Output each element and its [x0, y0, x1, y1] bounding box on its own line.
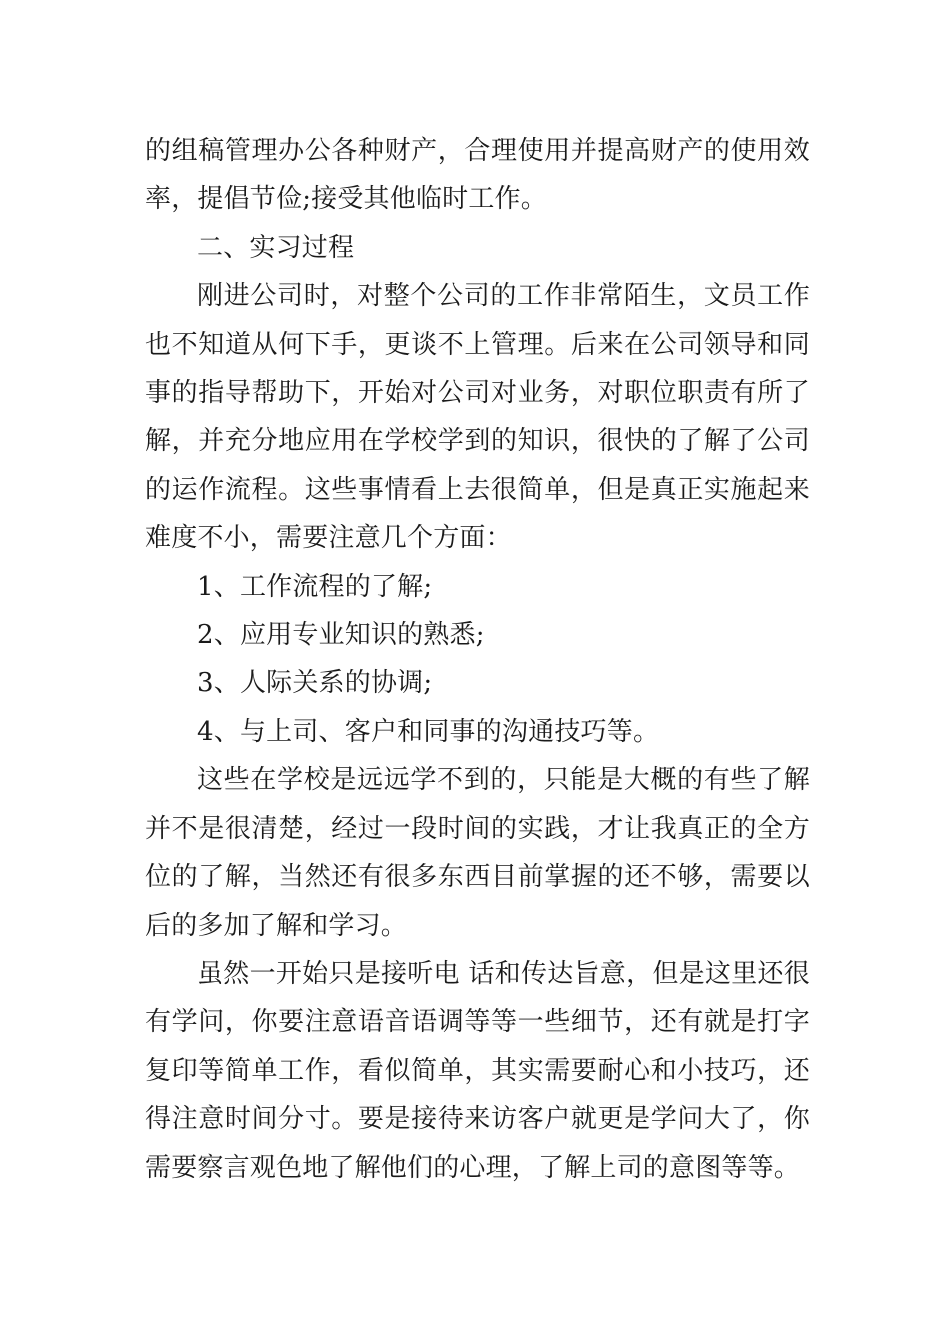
paragraph-continuation: 的组稿管理办公各种财产，合理使用并提高财产的使用效率，提倡节俭;接受其他临时工作。: [145, 136, 810, 215]
list-item-2: 2、应用专业知识的熟悉;: [197, 620, 485, 651]
section-heading-internship-process: 二、实习过程: [197, 232, 355, 263]
list-item-3: 3、人际关系的协调;: [197, 668, 433, 699]
paragraph-learning: 这些在学校是远远学不到的，只能是大概的有些了解并不是很清楚，经过一段时间的实践，才让我真正的全方位的了解，当然还有很多东西目前掌握的还不够，需要以后的多加了解和学习。: [145, 765, 810, 941]
paragraph-phone-work: 虽然一开始只是接听电 话和传达旨意，但是这里还很有学问，你要注意语音语调等等一些细节，还有就是打字复印等简单工作，看似简单，其实需要耐心和小技巧，还得注意时间分寸。要是接待来访客户就更是学问大了，你需要察言观色地了解他们的心理，了解上司的意图等等。: [145, 958, 810, 1183]
list-item-1: 1、工作流程的了解;: [197, 571, 433, 602]
paragraph-intro: 刚进公司时，对整个公司的工作非常陌生，文员工作也不知道从何下手，更谈不上管理。后来在公司领导和同事的指导帮助下，开始对公司对业务，对职位职责有所了解，并充分地应用在学校学到的知识，很快的了解了公司的运作流程。这些事情看上去很简单，但是真正实施起来难度不小，需要注意几个方面：: [145, 281, 810, 554]
list-item-4: 4、与上司、客户和同事的沟通技巧等。: [197, 716, 660, 747]
document-body: [145, 127, 810, 1192]
